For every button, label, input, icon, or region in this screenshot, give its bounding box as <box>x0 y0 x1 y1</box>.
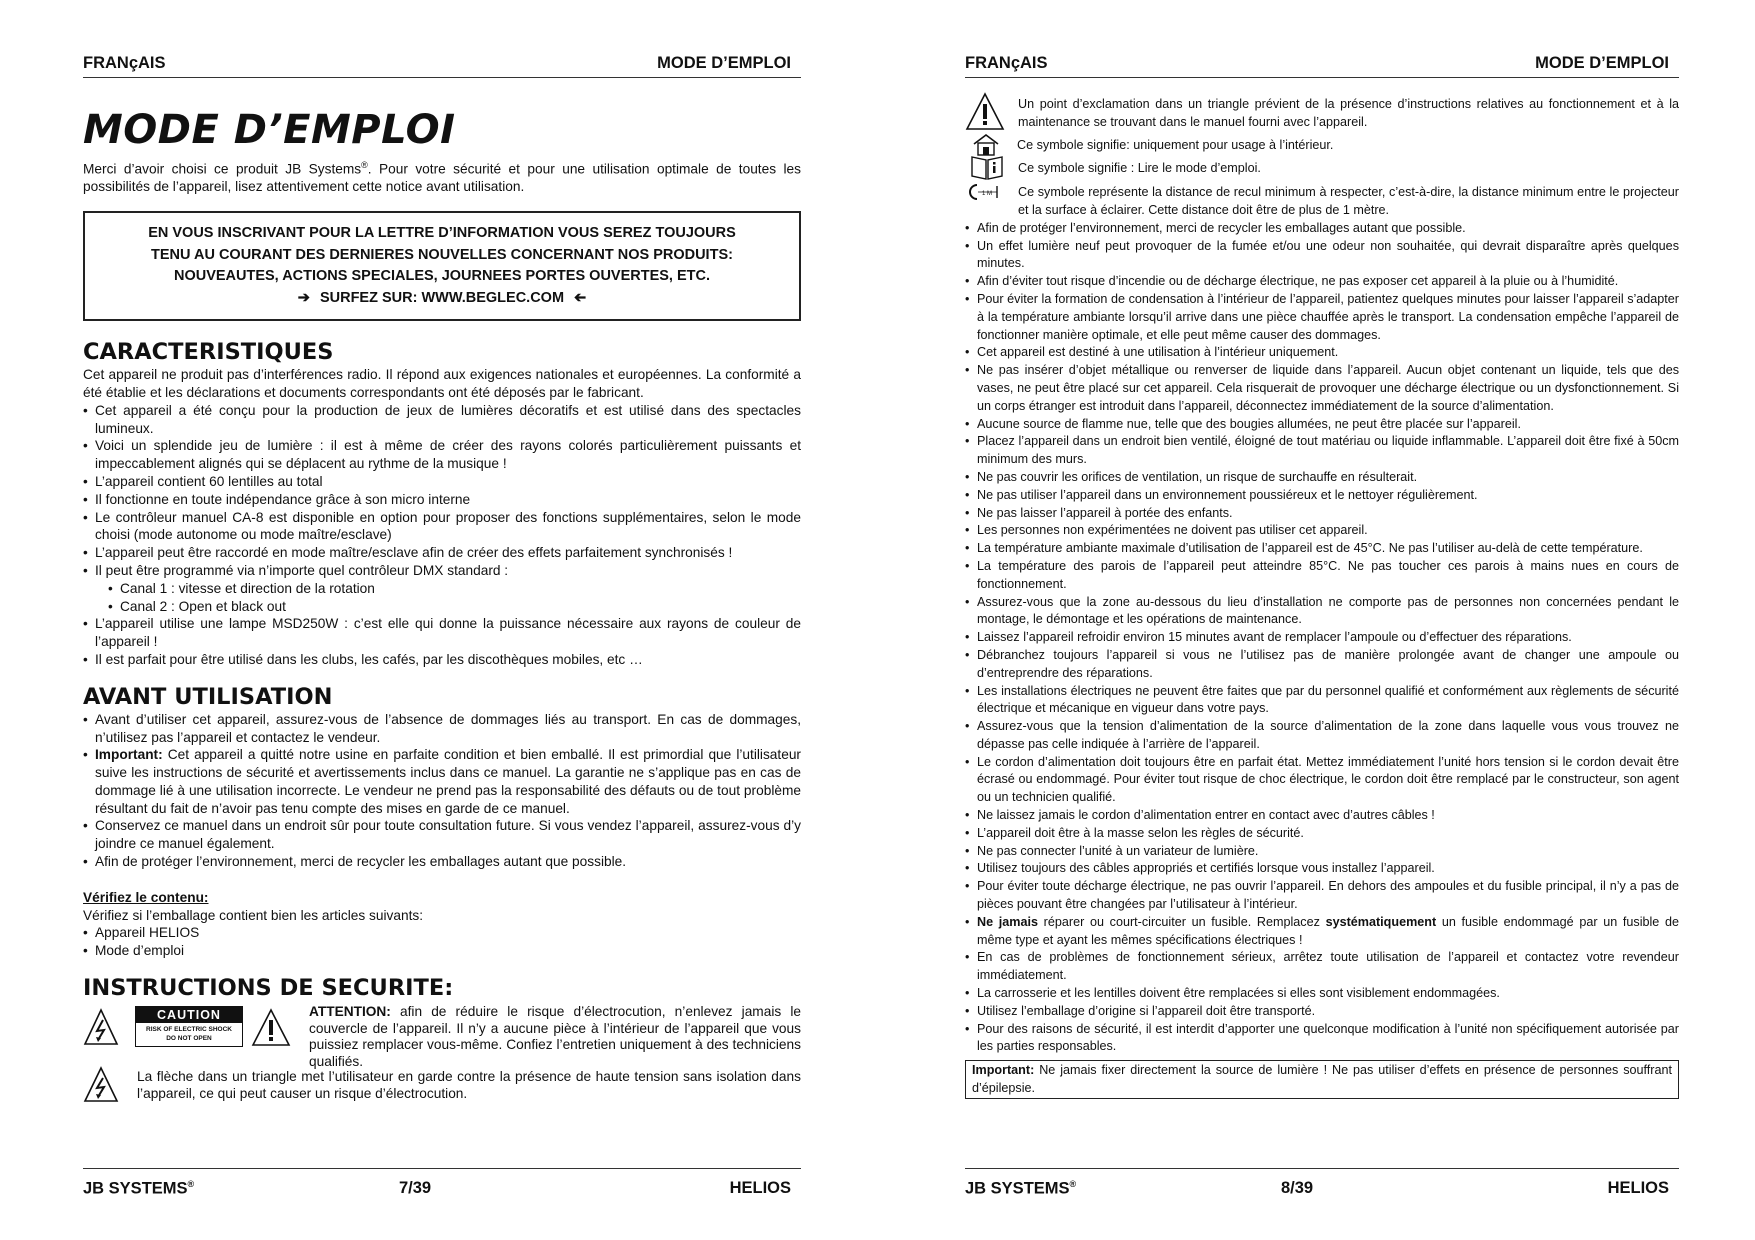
list-item: • Ne pas insérer d’objet métallique ou renverser de liquide dans l’appareil. Aucun objet contenant un liquide, tels que des vases, ne peut être placé sur cet appareil. Cela risquerait de provoquer une décharge électrique ou un dysfonctionnement. Si un corps étranger est introduit dans l’appareil, déconnectez immédiatement de la source d’alimentation. <box>965 362 1679 415</box>
list-item: • Il fonctionne en toute indépendance grâce à son micro interne <box>83 491 801 509</box>
caution-label <box>135 1006 243 1047</box>
features-heading: CARACTERISTIQUES <box>83 339 334 366</box>
list-item: • Afin de protéger l’environnement, merci de recycler les emballages autant que possible. <box>965 220 1679 238</box>
list-item: • Ne pas couvrir les orifices de ventilation, un risque de surchauffe en résulterait. <box>965 469 1679 487</box>
list-item: • Placez l’appareil dans un endroit bien ventilé, éloigné de tout matériau ou liquide inflammable. L’appareil doit être fixé à 50cm minimum des murs. <box>965 433 1679 469</box>
list-item: • Les personnes non expérimentées ne doivent pas utiliser cet appareil. <box>965 522 1679 540</box>
footer-brand: JB SYSTEMS® <box>83 1179 195 1198</box>
page-footer <box>83 1168 801 1202</box>
caution-sub2: DO NOT OPEN <box>166 1035 212 1043</box>
safety-list <box>965 220 1679 1056</box>
safety-block <box>83 1004 801 1104</box>
newsletter-line: EN VOUS INSCRIVANT POUR LA LETTRE D’INFORMATION VOUS SEREZ TOUJOURS <box>148 225 736 242</box>
list-item: • Ne pas connecter l’unité à un variateur de lumière. <box>965 843 1679 861</box>
list-item: • Avant d’utiliser cet appareil, assurez-vous de l’absence de dommages liés au transport. En cas de dommages, n’utilisez pas l’appareil et contactez le vendeur. <box>83 711 801 747</box>
list-item: • Il est parfait pour être utilisé dans les clubs, les cafés, par les discothèques mobiles, etc … <box>83 651 801 669</box>
page-footer <box>965 1168 1679 1202</box>
list-item: • L’appareil contient 60 lentilles au total <box>83 473 801 491</box>
header-section: MODE D’EMPLOI <box>1535 54 1669 72</box>
arrow-warning-text: La flèche dans un triangle met l’utilisateur en garde contre la présence de haute tension sans isolation dans l’appareil, ce qui peut causer un risque d’électrocution. <box>137 1069 801 1101</box>
page-title: MODE D’EMPLOI <box>83 107 456 153</box>
read-manual-icon <box>970 153 1004 181</box>
symbol-description: Ce symbole signifie: uniquement pour usage à l’intérieur. <box>1017 137 1334 152</box>
page-header <box>965 54 1679 78</box>
symbol-row <box>965 96 1679 132</box>
list-item: • Pour éviter toute décharge électrique, ne pas ouvrir l’appareil. En dehors des ampoules et du fusible principal, il n’y a pas de pièces pouvant être changées par l’utilisateur à l’intérieur. <box>965 878 1679 914</box>
newsletter-line: TENU AU COURANT DES DERNIERES NOUVELLES CONCERNANT NOS PRODUITS: <box>151 246 733 263</box>
website-link[interactable]: SURFEZ SUR: WWW.BEGLEC.COM <box>319 289 565 306</box>
arrow-right-icon: ➔ <box>297 289 310 306</box>
features-list-2 <box>83 615 801 668</box>
intro-text: Merci d’avoir choisi ce produit JB Systems®. Pour votre sécurité et pour une utilisation optimale de toutes les possibilités de l’appareil, lisez attentivement cette notice avant utilisation. <box>83 160 801 195</box>
attention-text: ATTENTION: afin de réduire le risque d’électrocution, n’enlevez jamais le couvercle de l’appareil. Il n’y a aucune pièce à l’intérieur de l’appareil que vous puissiez remplacer vous-même. Confiez l’entretien uniquement à des techniciens qualifiés. <box>309 1004 801 1069</box>
newsletter-link-line[interactable] <box>93 288 791 310</box>
footer-model: HELIOS <box>1607 1179 1669 1197</box>
page-number: 8/39 <box>1281 1179 1314 1197</box>
list-item: • Conservez ce manuel dans un endroit sûr pour toute consultation future. Si vous vendez l’appareil, assurez-vous d’y joindre ce manuel également. <box>83 817 801 853</box>
right-content <box>965 96 1679 1099</box>
features-list <box>83 402 801 580</box>
list-item: • Cet appareil a été conçu pour la production de jeux de lumières décoratifs et est utilisé dans des spectacles lumineux. <box>83 402 801 438</box>
check-contents-heading: Vérifiez le contenu: <box>83 889 209 905</box>
list-item: • L’appareil peut être raccordé en mode maître/esclave afin de créer des effets parfaitement synchronisés ! <box>83 544 801 562</box>
important-notice-box: Important: Ne jamais fixer directement la source de lumière ! Ne pas utiliser d’effets en présence de personnes souffrant d’épilepsie. <box>965 1060 1679 1099</box>
exclamation-warning-icon <box>965 92 1005 132</box>
list-item: • Un effet lumière neuf peut provoquer de la fumée et/ou une odeur non souhaitée, qui devrait disparaître après quelques minutes. <box>965 238 1679 274</box>
footer-model: HELIOS <box>729 1179 791 1197</box>
list-item: • Assurez-vous que la tension d’alimentation de la source d’alimentation de la zone dans laquelle vous vous trouvez ne dépasse pas celle indiquée à l’arrière de l’appareil. <box>965 718 1679 754</box>
page-header <box>83 54 801 78</box>
header-section: MODE D’EMPLOI <box>657 54 791 72</box>
symbol-description: Un point d’exclamation dans un triangle prévient de la présence d’instructions relatives au fonctionnement et à la maintenance se trouvant dans le manuel fourni avec l’appareil. <box>1018 97 1679 129</box>
list-item: • Canal 2 : Open et black out <box>108 598 801 616</box>
list-item: • Canal 1 : vitesse et direction de la rotation <box>108 580 801 598</box>
list-item: • Ne laissez jamais le cordon d’alimentation entrer en contact avec d’autres câbles ! <box>965 807 1679 825</box>
check-contents-intro: Vérifiez si l’emballage contient bien les articles suivants: <box>83 907 424 923</box>
list-item: • Utilisez toujours des câbles appropriés et certifiés lorsque vous installez l’appareil. <box>965 860 1679 878</box>
dmx-channel-list <box>108 580 801 616</box>
contents-list <box>83 924 801 960</box>
list-item: • Cet appareil est destiné à une utilisation à l’intérieur uniquement. <box>965 344 1679 362</box>
list-item: • Débranchez toujours l’appareil si vous ne l’utilisez pas de manière prolongée avant de changer une ampoule ou d’entreprendre des réparations. <box>965 647 1679 683</box>
lightning-warning-icon <box>83 1008 119 1048</box>
newsletter-line: NOUVEAUTES, ACTIONS SPECIALES, JOURNEES PORTES OUVERTES, ETC. <box>173 268 711 285</box>
newsletter-box <box>83 211 801 321</box>
minimum-distance-icon <box>969 182 999 202</box>
list-item: • Aucune source de flamme nue, telle que des bougies allumées, ne peut être placée sur l’appareil. <box>965 416 1679 434</box>
list-item: • Afin de protéger l’environnement, merci de recycler les emballages autant que possible. <box>83 853 801 871</box>
safety-heading: INSTRUCTIONS DE SECURITE: <box>83 975 454 1002</box>
list-item: • Ne pas utiliser l’appareil dans un environnement poussiéreux et le nettoyer régulièrement. <box>965 487 1679 505</box>
list-item: • Voici un splendide jeu de lumière : il est à même de créer des rayons colorés particulièrement puissants et impeccablement alignés qui se déplacent au rythme de la musique ! <box>83 437 801 473</box>
arrow-left-icon: ➔ <box>574 289 587 306</box>
before-use-list <box>83 711 801 871</box>
list-item: • Le contrôleur manuel CA-8 est disponible en option pour proposer des fonctions supplémentaires, selon le mode choisi (mode autonome ou mode maître/esclave) <box>83 509 801 545</box>
exclamation-warning-icon <box>251 1008 291 1048</box>
caution-sub1: RISK OF ELECTRIC SHOCK <box>146 1026 232 1034</box>
header-language: FRANçAIS <box>83 54 166 72</box>
list-item: • Appareil HELIOS <box>83 924 801 942</box>
symbol-description: Ce symbole représente la distance de recul minimum à respecter, c’est-à-dire, la distance minimum entre le projecteur et la surface à éclairer. Cette distance doit être de plus de 1 mètre. <box>1018 185 1679 217</box>
before-use-heading: AVANT UTILISATION <box>83 683 333 710</box>
lightning-warning-icon <box>83 1066 119 1104</box>
list-item: • L’appareil doit être à la masse selon les règles de sécurité. <box>965 825 1679 843</box>
page-number: 7/39 <box>399 1179 432 1197</box>
list-item: • L’appareil utilise une lampe MSD250W : c’est elle qui donne la puissance nécessaire aux rayons de couleur de l’appareil ! <box>83 615 801 651</box>
list-item: • Assurez-vous que la zone au-dessous du lieu d’installation ne comporte pas de personnes non concernées pendant le montage, le démontage et les opérations de maintenance. <box>965 594 1679 630</box>
left-content <box>83 100 801 1104</box>
list-item: • Le cordon d’alimentation doit toujours être en parfait état. Mettez immédiatement l’unité hors tension si le cordon devait être écrasé ou endommagé. Pour éviter tout risque de choc électrique, le cordon doit être remplacé par le constructeur, son agent ou un technicien qualifié. <box>965 754 1679 807</box>
symbol-row <box>965 160 1679 178</box>
list-item: • Laissez l’appareil refroidir environ 15 minutes avant de remplacer l’ampoule ou d’effectuer des réparations. <box>965 629 1679 647</box>
list-item: • Pour éviter la formation de condensation à l’intérieur de l’appareil, patientez quelques minutes pour laisser l’appareil s’adapter à la température ambiante lorsqu’il arrive dans une pièce chauffée après le transport. La condensation empêche l’appareil de fonctionner manière optimale, et elle peut même causer des dommages. <box>965 291 1679 344</box>
list-item: • Mode d’emploi <box>83 942 801 960</box>
list-item: • La température des parois de l’appareil peut atteindre 85°C. Ne pas toucher ces parois à mains nues en cours de fonctionnement. <box>965 558 1679 594</box>
features-intro: Cet appareil ne produit pas d’interférences radio. Il répond aux exigences nationales et européennes. La conformité a été établie et les déclarations et documents correspondants ont été déposés par le fabricant. <box>83 367 801 400</box>
distance-label: 1 M <box>982 191 993 198</box>
list-item: • Important: Cet appareil a quitté notre usine en parfaite condition et bien emballé. Il est primordial que l’utilisateur suive les instructions de sécurité et avertissements inclus dans ce manuel. La garantie ne s’applique pas en cas de dommage lié à une utilisation incorrecte. Le vendeur ne prend pas la responsabilité des défauts ou de tout problème résultant du fait de n’avoir pas tenu compte des mises en garde de ce manuel. <box>83 746 801 817</box>
list-item: • La carrosserie et les lentilles doivent être remplacées si elles sont visiblement endommagées. <box>965 985 1679 1003</box>
footer-brand: JB SYSTEMS® <box>965 1179 1077 1198</box>
caution-title: CAUTION <box>136 1007 242 1023</box>
list-item: • Il peut être programmé via n’importe quel contrôleur DMX standard : <box>83 562 801 580</box>
list-item: • Utilisez l’emballage d’origine si l’appareil doit être transporté. <box>965 1003 1679 1021</box>
list-item: • Afin d’éviter tout risque d’incendie ou de décharge électrique, ne pas exposer cet appareil à la pluie ou à l’humidité. <box>965 273 1679 291</box>
symbol-row <box>965 184 1679 220</box>
list-item: • La température ambiante maximale d’utilisation de l’appareil est de 45°C. Ne pas l’utiliser au-delà de cette température. <box>965 540 1679 558</box>
list-item: • Pour des raisons de sécurité, il est interdit d’apporter une quelconque modification à l’unité non spécifiquement autorisée par les parties responsables. <box>965 1021 1679 1057</box>
list-item: • Les installations électriques ne peuvent être faites que par du personnel qualifié et conformément aux règlements de sécurité électrique et mécanique en vigueur dans votre pays. <box>965 683 1679 719</box>
list-item: • Ne jamais réparer ou court-circuiter un fusible. Remplacez systématiquement un fusible endommagé par un fusible de même type et ayant les mêmes spécifications électriques ! <box>965 914 1679 950</box>
list-item: • En cas de problèmes de fonctionnement sérieux, arrêtez toute utilisation de l’appareil et contactez votre revendeur immédiatement. <box>965 949 1679 985</box>
symbol-row <box>965 137 1679 155</box>
symbol-description: Ce symbole signifie : Lire le mode d’emploi. <box>1018 161 1261 176</box>
header-language: FRANçAIS <box>965 54 1048 72</box>
left-page <box>83 0 801 1240</box>
right-page <box>965 0 1679 1240</box>
list-item: • Ne pas laisser l’appareil à portée des enfants. <box>965 505 1679 523</box>
